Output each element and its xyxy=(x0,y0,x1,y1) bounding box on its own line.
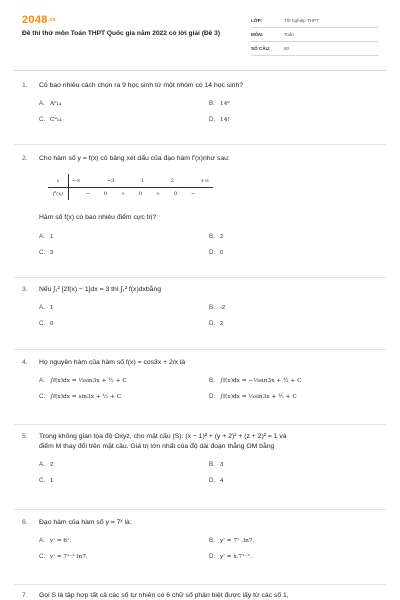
question-divider xyxy=(14,277,386,278)
question-1: 1. Có bao nhiêu cách chọn ra 9 học sinh từ một nhóm có 14 học sinh? A. A⁹₁₄ B. 14⁹ C. C⁹₁₄ D. 14! xyxy=(22,81,378,123)
document-title: Đề thi thử môn Toán THPT Quốc gia năm 2022 có lời giải (Đề 3) xyxy=(22,30,221,37)
question-2-options xyxy=(22,224,378,256)
option-b[interactable]: B. 3 xyxy=(209,461,224,468)
option-b[interactable]: B. -2 xyxy=(209,304,226,311)
option-c[interactable]: C. 3 xyxy=(39,249,54,256)
question-5: 5. Trong không gian tọa độ Oxyz, cho mặt cầu (S): (x − 1)² + (y + 2)² + (z + 2)² = 1 và điểm M thay đổi trên mặt cầu. Giá trị lớn nhất của độ dài đoạn thẳng OM bằng A. 2 B. 3 C. 1 D. 4 xyxy=(22,432,378,484)
option-d[interactable]: D. y' = x.7ˣ⁻¹. xyxy=(209,553,252,560)
option-b[interactable]: B. ∫f(x)dx = −⅓sin3x + ½ + C xyxy=(209,377,302,384)
option-c[interactable]: C. ∫f(x)dx = sin3x + ½ + C xyxy=(39,393,122,400)
option-b[interactable]: B. y' = 7ˣ .ln7. xyxy=(209,537,255,544)
option-d[interactable]: D. 2 xyxy=(209,320,224,327)
meta-row-subject: MÔN: Toán xyxy=(251,28,379,42)
sign-table: x −∞ −3 1 2 +∞ f'(x) − 0 + 0 + 0 − xyxy=(48,174,213,200)
option-c[interactable]: C. 0 xyxy=(39,320,54,327)
header-divider xyxy=(14,70,386,71)
option-a[interactable]: A. 1 xyxy=(39,304,54,311)
option-b[interactable]: B. 14⁹ xyxy=(209,100,230,107)
option-a[interactable]: A. 1 xyxy=(39,233,54,240)
question-divider xyxy=(14,349,386,350)
question-2-followup: Hàm số f(x) có bao nhiêu điểm cực trị? xyxy=(39,214,157,221)
option-a[interactable]: A. A⁹₁₄ xyxy=(39,100,62,107)
question-2: 2. Cho hàm số y = f(x) có bảng xét dấu của đạo hàm f'(x)như sau: xyxy=(22,155,230,162)
option-a[interactable]: A. ∫f(x)dx = ⅓sin3x + ½ + C xyxy=(39,377,127,384)
question-6: 6. Đạo hàm của hàm số y = 7ˣ là: A. y' = 6ˣ. B. y' = 7ˣ .ln7. C. y' = 7ˣ⁻¹ ln7. D. y' = x.7ˣ⁻¹. xyxy=(22,518,378,560)
option-c[interactable]: C. 1 xyxy=(39,477,54,484)
option-b[interactable]: B. 2 xyxy=(209,233,224,240)
site-logo[interactable]: 2048.vn xyxy=(22,14,56,26)
meta-panel xyxy=(251,14,379,56)
option-d[interactable]: D. 14! xyxy=(209,116,230,123)
question-divider xyxy=(14,509,386,510)
question-divider xyxy=(14,144,386,145)
option-d[interactable]: D. 0 xyxy=(209,249,224,256)
option-d[interactable]: D. 4 xyxy=(209,477,224,484)
question-7: 7. Gọi S là tập hợp tất cả các số tự nhiên có 6 chữ số phân biệt được lấy từ các số 1, xyxy=(22,592,289,599)
question-4: 4. Họ nguyên hàm của hàm số f(x) = cos3x + 2/x là A. ∫f(x)dx = ⅓sin3x + ½ + C B. ∫f(x)dx = −⅓sin3x + ½ + C C. ∫f(x)dx = sin3x + ½ + C D. ∫f(x)dx = ⅓sin3x + ½ + C xyxy=(22,358,378,400)
meta-row-class: LỚP: Tốt nghiệp THPT xyxy=(251,14,379,28)
meta-row-count: SỐ CÂU: 50 xyxy=(251,42,379,56)
question-divider xyxy=(14,584,386,585)
option-a[interactable]: A. 2 xyxy=(39,461,54,468)
option-a[interactable]: A. y' = 6ˣ. xyxy=(39,537,72,544)
option-c[interactable]: C. C⁹₁₄ xyxy=(39,116,62,123)
question-3: 3. Nếu ∫₁² [2f(x) − 1]dx = 3 thì ∫₁² f(x)dxbằng A. 1 B. -2 C. 0 D. 2 xyxy=(22,285,378,327)
option-d[interactable]: D. ∫f(x)dx = ⅓sin3x + ½ + C xyxy=(209,393,297,400)
question-divider xyxy=(14,424,386,425)
option-c[interactable]: C. y' = 7ˣ⁻¹ ln7. xyxy=(39,553,88,560)
